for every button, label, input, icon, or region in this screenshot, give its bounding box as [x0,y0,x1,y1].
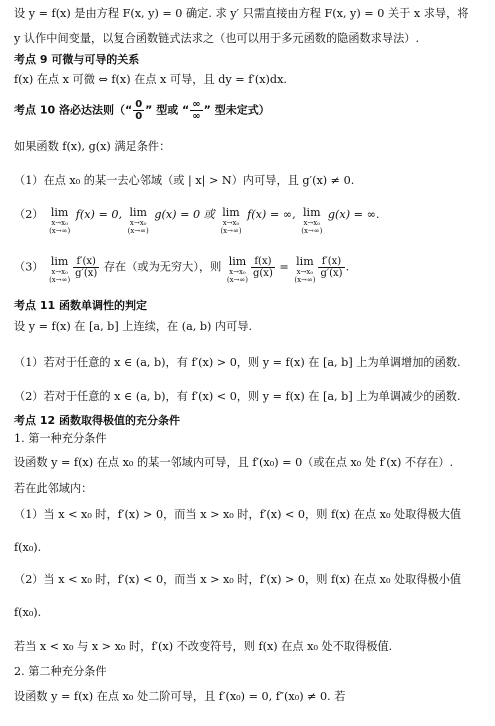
fraction-f-over-g [251,256,275,279]
formula-text: g(x) = ∞. [327,208,380,221]
limit-operator [294,256,315,284]
period: . [345,260,350,274]
section-heading-10 [14,99,487,122]
text-line: y 认作中间变量，以复合函数链式法求之（也可以用于多元函数的隐函数求导法）. [14,32,419,45]
equals-sign: = [279,260,289,274]
fraction-fprime-over-gprime [318,256,344,279]
lim-word: lim [129,206,147,219]
limit-operator [49,256,70,284]
lim-word: lim [296,255,314,268]
fraction-numerator: f′(x) [318,256,344,268]
section-heading-9: 考点 9 可微与可导的关系 [14,53,140,66]
text-line: 若在此邻域内： [14,482,93,495]
fraction-denominator: ∞ [192,111,201,122]
text-line: 如果函数 f(x), g(x) 满足条件： [14,140,171,153]
lim-subscript-alt: (x→∞) [127,227,149,235]
fraction-zero-over-zero [133,99,144,122]
lim-word: lim [228,255,247,268]
fraction-numerator: f′(x) [73,256,99,268]
lim-subscript-alt: (x→∞) [49,227,71,235]
lhopital-condition-2 [14,207,487,235]
text-line: 若当 x < x₀ 与 x > x₀ 时，f′(x) 不改变符号，则 f(x) 在点 x₀ 处不取得极值. [14,640,393,653]
heading-text: ” 型或 “ [145,103,190,117]
fraction-fprime-over-gprime [73,256,99,279]
fraction-inf-over-inf [190,99,202,122]
fraction-denominator: g′(x) [75,268,98,279]
lim-subscript: x→x₀ [51,268,68,276]
lim-subscript-alt: (x→∞) [226,276,248,284]
lim-subscript: x→x₀ [296,268,314,276]
text-line: 设函数 y = f(x) 在点 x₀ 处二阶可导，且 f′(x₀) = 0, f″(x₀) ≠ 0. 若 [14,690,346,703]
item-number: （3） [14,260,44,274]
text-line: （1）当 x < x₀ 时，f′(x) > 0，而当 x > x₀ 时，f′(x) < 0，则 f(x) 在点 x₀ 处取得极大值 [14,508,462,521]
formula-text: 存在（或为无穷大），则 [103,260,222,274]
text-line: f(x) 在点 x 可微 ⇔ f(x) 在点 x 可导，且 dy = f′(x)dx. [14,73,287,86]
lim-word: lim [50,206,69,219]
text-line: （2）若对于任意的 x ∈ (a, b)，有 f′(x) < 0，则 y = f(x) 在 [a, b] 上为单调减少的函数. [14,390,461,403]
text-line: 2. 第二种充分条件 [14,665,107,678]
formula-text: g(x) = 0 或 [154,208,215,221]
lim-subscript: x→x₀ [303,219,321,227]
fraction-denominator: g(x) [253,268,273,279]
text-line: 设 y = f(x) 是由方程 F(x, y) = 0 确定. 求 y′ 只需直接由方程 F(x, y) = 0 关于 x 求导，将 [14,7,469,20]
fraction-numerator: 0 [135,99,143,110]
lim-subscript: x→x₀ [51,219,68,227]
fraction-denominator: 0 [135,111,143,122]
text-line: （1）在点 x₀ 的某一去心邻域（或 | x| > N）内可导，且 g′(x) ≠ 0. [14,174,355,187]
lim-subscript-alt: (x→∞) [49,276,71,284]
lim-word: lim [303,206,321,219]
lim-subscript: x→x₀ [222,219,240,227]
limit-operator [220,207,241,235]
lim-subscript-alt: (x→∞) [294,276,316,284]
text-line: 1. 第一种充分条件 [14,432,107,445]
limit-operator [301,207,322,235]
text-line: f(x₀). [14,541,42,554]
text-line: （2）当 x < x₀ 时，f′(x) < 0，而当 x > x₀ 时，f′(x) > 0，则 f(x) 在点 x₀ 处取得极小值 [14,573,462,586]
fraction-numerator: f(x) [251,256,275,268]
formula-text: f(x) = 0, [75,208,123,221]
item-number: （2） [14,208,44,221]
lim-subscript: x→x₀ [229,268,246,276]
fraction-denominator: g′(x) [320,268,343,279]
limit-operator [227,256,248,284]
lhopital-condition-3 [14,256,487,284]
section-heading-11: 考点 11 函数单调性的判定 [14,299,147,312]
limit-operator [128,207,149,235]
limit-operator [49,207,70,235]
lim-word: lim [222,206,240,219]
fraction-numerator: ∞ [192,99,201,110]
lim-word: lim [50,255,69,268]
formula-text: f(x) = ∞, [247,208,296,221]
text-line: f(x₀). [14,606,42,619]
text-line: （1）若对于任意的 x ∈ (a, b)，有 f′(x) > 0，则 y = f(x) 在 [a, b] 上为单调增加的函数. [14,356,461,369]
section-heading-12: 考点 12 函数取得极值的充分条件 [14,414,180,427]
text-line: 设 y = f(x) 在 [a, b] 上连续，在 (a, b) 内可导. [14,320,253,333]
lim-subscript: x→x₀ [129,219,147,227]
lim-subscript-alt: (x→∞) [220,227,242,235]
heading-text: ” 型未定式） [203,103,270,117]
lim-subscript-alt: (x→∞) [301,227,323,235]
text-line: 设函数 y = f(x) 在点 x₀ 的某一邻域内可导，且 f′(x₀) = 0（或在点 x₀ 处 f′(x) 不存在）. [14,456,454,469]
heading-text: 考点 10 洛必达法则（“ [14,103,133,117]
